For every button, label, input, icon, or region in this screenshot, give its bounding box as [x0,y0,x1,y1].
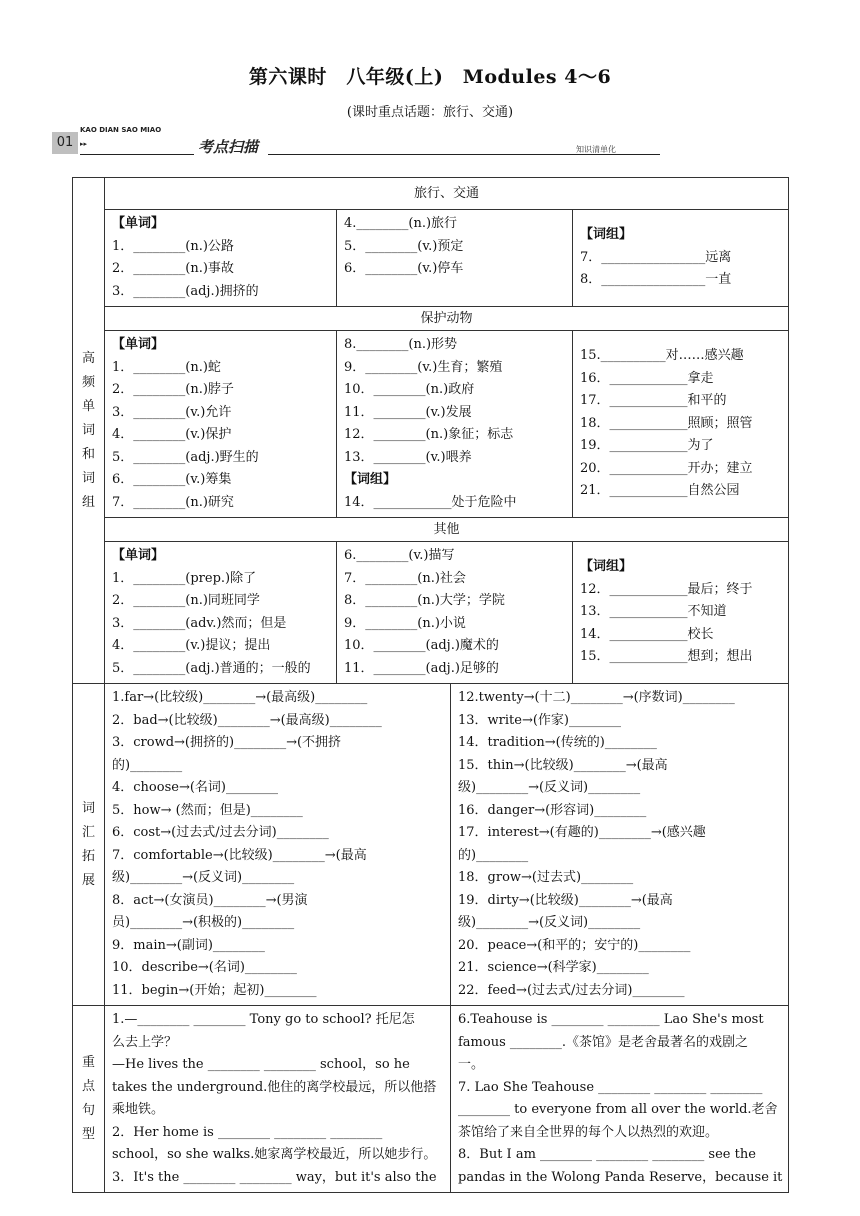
list-item: 17．____________和平的 [580,393,727,409]
list-item: 6.Teahouse is ________ ________ Lao She's most [458,1012,764,1027]
list-item: 8．But I am ________ ________ ________ see the [458,1147,756,1162]
list-item: takes the underground.他住的离学校最远，所以他搭 [112,1079,437,1095]
list-item: 的)________ [112,757,183,773]
travel-col2 [337,210,573,307]
banner-rule [80,154,194,155]
list-item: 19．____________为了 [580,438,714,454]
list-item: 14．tradition→(传统的)________ [458,735,657,750]
list-item: 一。 [458,1057,485,1072]
sentences-right [451,1006,789,1193]
other-col2 [337,542,573,684]
list-item: 20．____________开办；建立 [580,460,753,476]
list-item: 11．begin→(开始；起初)________ [112,982,317,998]
list-item: 15.__________对……感兴趣 [580,348,744,364]
list-item: 7. Lao She Teahouse ________ ________ ________ [458,1079,763,1095]
list-item: 5．________(adj.)野生的 [112,449,259,465]
animals-col2 [337,331,573,518]
banner-arrow-icon: ▸▸ [80,140,88,148]
list-item: 5．how→ (然而；但是)________ [112,802,303,818]
list-item: 7．________________远离 [580,249,732,265]
list-item: 15．____________想到；想出 [580,649,753,665]
list-item: 21．____________自然公园 [580,483,740,499]
side-label-words [73,178,105,684]
list-item: 乘地铁。 [112,1102,165,1117]
list-item: 6.________(v.)描写 [344,548,455,563]
list-item: 3．________(v.)允许 [112,404,232,420]
list-item: 茶馆给了来自全世界的每个人以热烈的欢迎。 [458,1124,719,1140]
banner-number: 01 [52,132,78,154]
banner-right-text: 知识清单化 [576,145,616,154]
list-item: 8.________(n.)形势 [344,337,458,352]
list-item: 1.far→(比较级)________→(最高级)________ [112,690,368,705]
section-banner [52,126,660,158]
list-item: 18．____________照顾；照管 [580,415,753,431]
list-item: 17．interest→(有趣的)________→(感兴趣 [458,825,706,840]
list-item: 2．________(n.)事故 [112,261,234,276]
list-item: 4．________(v.)保护 [112,427,232,442]
list-item: 员)________→(积极的)________ [112,915,295,930]
list-item: 12．____________最后；终于 [580,581,753,597]
list-item: 11．________(v.)发展 [344,404,472,420]
list-item: 13．write→(作家)________ [458,712,621,728]
list-item: 14．____________校长 [580,626,714,642]
list-item: 1．________(n.)公路 [112,238,234,254]
list-item: 12．________(n.)象征；标志 [344,427,514,442]
list-item: 10．________(adj.)魔术的 [344,638,499,653]
list-item: 20．peace→(和平的；安宁的)________ [458,937,691,953]
list-item: 14．____________处于危险中 [344,494,517,510]
list-item: 8．________________一直 [580,272,732,288]
list-item: 么去上学？ [112,1034,178,1050]
other-col1 [105,542,337,684]
travel-col1 [105,210,337,307]
list-item: 3．It's the ________ ________ way，but it's also the [112,1169,437,1185]
list-item: ________ to everyone from all over the world.老舍 [458,1102,778,1117]
list-item: 3．________(adj.)拥挤的 [112,283,259,299]
banner-pinyin: KAO DIAN SAO MIAO [80,126,162,134]
travel-col3 [573,210,789,307]
topic-heading-travel: 旅行、交通 [105,178,789,210]
list-item: 21．science→(科学家)________ [458,960,649,975]
list-item: 19．dirty→(比较级)________→(最高 [458,892,673,908]
list-item: 1．________(prep.)除了 [112,570,257,586]
list-item: 6．________(v.)筹集 [112,472,232,487]
list-item: 级)________→(反义词)________ [458,780,641,795]
topic-heading-animals: 保护动物 [105,307,789,331]
expansion-right [451,684,789,1006]
list-item: 6．cost→(过去式/过去分词)________ [112,825,329,840]
list-item: 级)________→(反义词)________ [458,915,641,930]
side-label-sentences [73,1006,105,1193]
list-item: 9．main→(副词)________ [112,937,265,953]
list-item: 9．________(v.)生育；繁殖 [344,359,503,375]
list-item: 7．comfortable→(比较级)________→(最高 [112,847,367,863]
animals-col1 [105,331,337,518]
list-item: 4．choose→(名词)________ [112,780,278,795]
list-item: 8．act→(女演员)________→(男演 [112,892,308,908]
group-heading: 【单词】 [112,337,165,352]
group-heading: 【词组】 [580,559,633,575]
list-item: 的)________ [458,847,529,863]
vocabulary-table [72,177,789,1193]
side-label-text: 重点句型 [81,1055,95,1142]
list-item: 2．________(n.)脖子 [112,382,234,397]
list-item: 22．feed→(过去式/过去分词)________ [458,982,685,998]
page-subtitle: (课时重点话题：旅行、交通) [346,105,514,120]
side-label-expansion [73,684,105,1006]
list-item: pandas in the Wolong Panda Reserve，because it [458,1169,783,1185]
list-item: 2．Her home is ________ ________ ________ [112,1124,383,1140]
list-item: 12.twenty→(十二)________→(序数词)________ [458,690,735,705]
list-item: 9．________(n.)小说 [344,615,466,631]
list-item: 4.________(n.)旅行 [344,216,458,231]
list-item: 2．________(n.)同班同学 [112,593,260,608]
list-item: 13．________(v.)喂养 [344,449,472,465]
list-item: 10．describe→(名词)________ [112,960,297,975]
list-item: 18．grow→(过去式)________ [458,870,634,885]
list-item: 5．________(adj.)普通的；一般的 [112,660,311,676]
list-item: 3．________(adv.)然而；但是 [112,615,287,631]
list-item: 3．crowd→(拥挤的)________→(不拥挤 [112,735,342,750]
page-title: 第六课时 八年级(上) Modules 4～6 [248,66,612,88]
list-item: 2．bad→(比较级)________→(最高级)________ [112,712,382,728]
list-item: 15．thin→(比较级)________→(最高 [458,757,668,773]
list-item: 级)________→(反义词)________ [112,870,295,885]
banner-label: 考点扫描 [198,138,259,156]
list-item: 10．________(n.)政府 [344,382,475,397]
side-label-text: 高频单词和词组 [81,350,95,510]
list-item: 7．________(n.)社会 [344,570,466,586]
animals-col3 [573,331,789,518]
group-heading: 【词组】 [580,227,633,243]
list-item: 11．________(adj.)足够的 [344,660,499,676]
list-item: school，so she walks.她家离学校最近，所以她步行。 [112,1147,437,1162]
expansion-left [105,684,451,1006]
list-item: 1．________(n.)蛇 [112,359,221,375]
group-heading: 【词组】 [344,472,397,487]
other-col3 [573,542,789,684]
group-heading: 【单词】 [112,548,165,563]
sentences-left [105,1006,451,1193]
list-item: 5．________(v.)预定 [344,238,464,254]
list-item: 16．____________拿走 [580,370,714,386]
topic-heading-other: 其他 [105,518,789,542]
list-item: 13．____________不知道 [580,604,727,620]
list-item: —He lives the ________ ________ school，so he [112,1057,410,1072]
list-item: 8．________(n.)大学；学院 [344,593,505,608]
list-item: 1.—________ ________ Tony go to school? 托尼怎 [112,1012,415,1027]
group-heading: 【单词】 [112,216,165,231]
list-item: 6．________(v.)停车 [344,261,464,276]
list-item: 7．________(n.)研究 [112,494,234,510]
list-item: 4．________(v.)提议；提出 [112,638,271,653]
side-label-text: 词汇拓展 [81,800,95,888]
list-item: 16．danger→(形容词)________ [458,802,647,818]
list-item: famous ________.《茶馆》是老舍最著名的戏剧之 [458,1034,749,1050]
